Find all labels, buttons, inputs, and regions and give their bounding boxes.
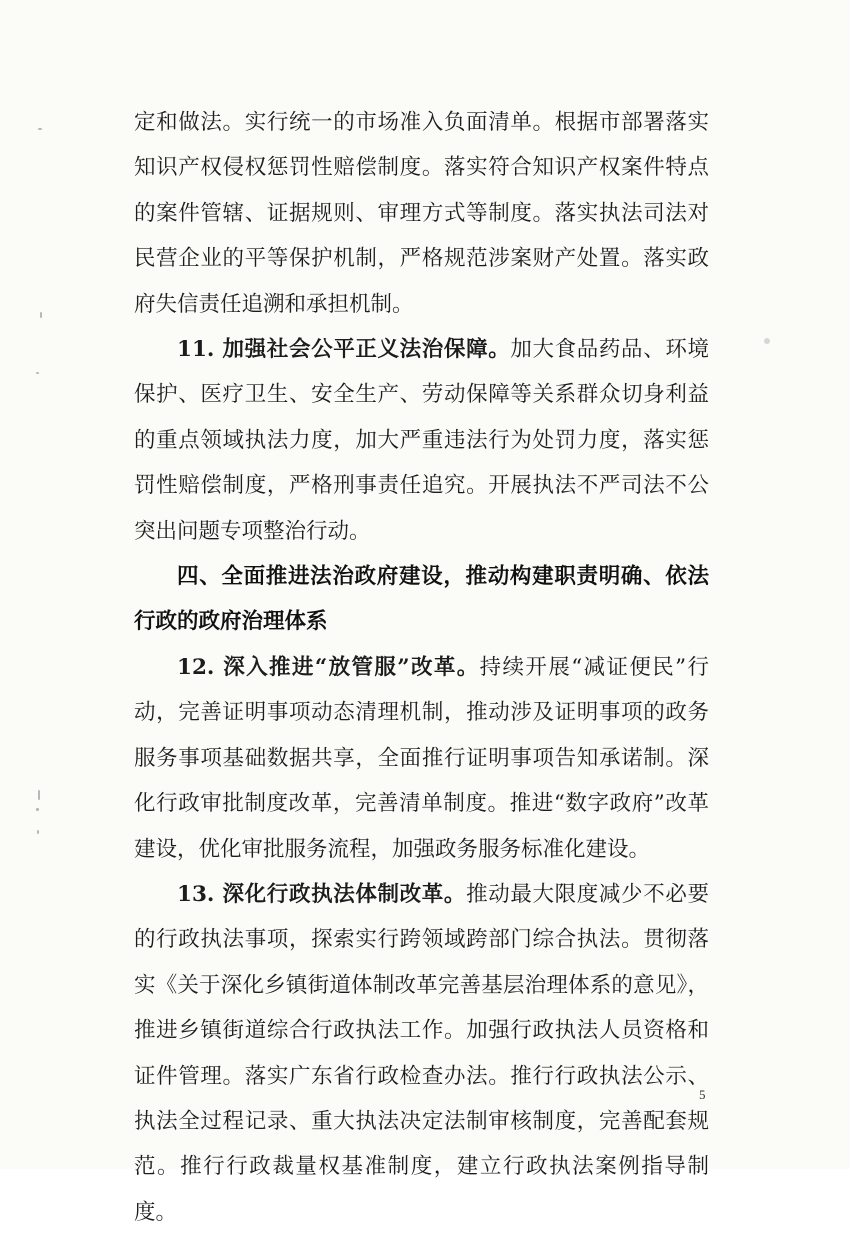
paragraph-lead: 11. 加强社会公平正义法治保障。 [177, 337, 511, 363]
paragraph-text: 持续开展“减证便民”行动，完善证明事项动态清理机制，推动涉及证明事项的政务服务事项基础数据共享，全面推行证明事项告知承诺制。深化行政审批制度改革，完善清单制度。推进“数字政府”改革建设，优化审批服务流程，加强政务服务标准化建设。 [134, 654, 710, 862]
paragraph-text: 推动最大限度减少不必要的行政执法事项，探索实行跨领域跨部门综合执法。贯彻落实《关于深化乡镇街道体制改革完善基层治理体系的意见》，推进乡镇街道综合行政执法工作。加强行政执法人员资格和证件管理。落实广东省行政检查办法。推行行政执法公示、执法全过程记录、重大执法决定法制审核制度，完善配套规范。推行行政裁量权基准制度，建立行政执法案例指导制度。 [134, 881, 709, 1225]
scan-speck [36, 372, 39, 374]
paragraph-item-11 [134, 327, 709, 554]
document-body [134, 100, 709, 1235]
scan-speck [37, 830, 39, 834]
paragraph-lead: 13. 深化行政执法体制改革。 [177, 881, 467, 907]
scan-speck [764, 338, 770, 344]
paragraph-lead: 12. 深入推进“放管服”改革。 [177, 654, 480, 680]
page-number: 5 [699, 1087, 706, 1102]
paragraph-item-12 [134, 645, 709, 872]
paragraph-text: 加大食品药品、环境保护、医疗卫生、安全生产、劳动保障等关系群众切身利益的重点领域执法力度，加大严重违法行为处罚力度，落实惩罚性赔偿制度，严格刑事责任追究。开展执法不严司法不公突出问题专项整治行动。 [134, 337, 709, 544]
scan-speck [40, 312, 42, 318]
scan-speck [38, 128, 42, 130]
scan-speck [38, 790, 40, 800]
paragraph-text: 定和做法。实行统一的市场准入负面清单。根据市部署落实知识产权侵权惩罚性赔偿制度。落实符合知识产权案件特点的案件管辖、证据规则、审理方式等制度。落实执法司法对民营企业的平等保护机制，严格规范涉案财产处置。落实政府失信责任追溯和承担机制。 [134, 110, 709, 317]
paragraph-continuation [134, 100, 709, 327]
paragraph-item-13 [134, 872, 709, 1235]
scan-speck [36, 808, 39, 811]
section-heading: 四、全面推进法治政府建设，推动构建职责明确、依法行政的政府治理体系 [134, 564, 709, 635]
